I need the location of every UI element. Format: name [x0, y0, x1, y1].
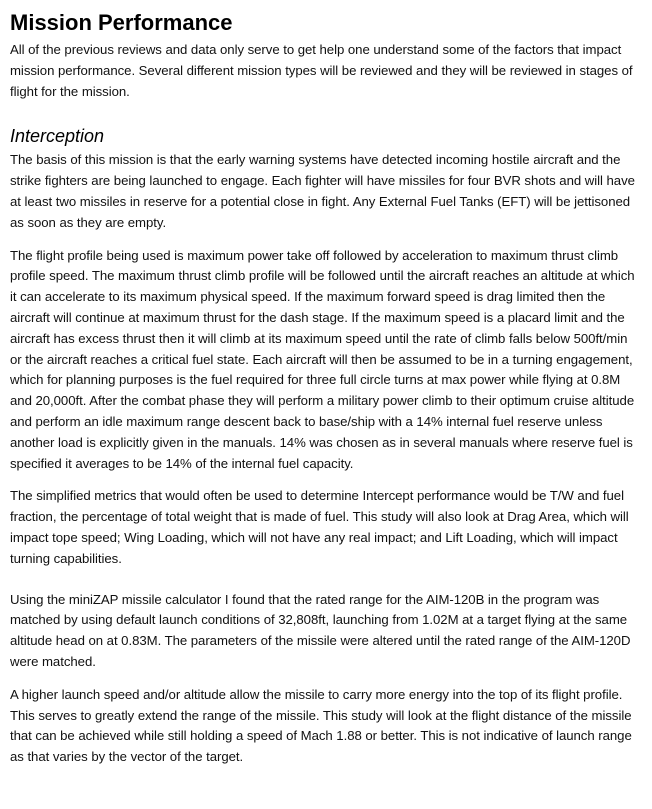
body-paragraph: Using the miniZAP missile calculator I found that the rated range for the AIM-120B in the program was matched by using default launch conditions of 32,808ft, launching from 1.02M at a target flying at the same altitude head on at 0.83M. The parameters of the missile were altered until the rated range of the AIM-120D were matched. — [10, 591, 631, 669]
intro-paragraph: All of the previous reviews and data only serve to get help one understand some of the factors that impact mission performance. Several different mission types will be reviewed and they will be reviewed in stages of flight for the mission. — [10, 42, 633, 99]
body-paragraph: A higher launch speed and/or altitude allow the missile to carry more energy into the top of its flight profile. This serves to greatly extend the range of the missile. This study will look at the flight distance of the missile that can be achieved while still holding a speed of Mach 1.88 or better. This is not indicative of launch range as that varies by the vector of the target. — [10, 686, 632, 765]
body-paragraph: The flight profile being used is maximum power take off followed by acceleration to maximum thrust climb profile speed. The maximum thrust climb profile will be followed until the aircraft reaches an altitude at which it can accelerate to its maximum physical speed. If the maximum forward speed is drag limited then the aircraft will continue at maximum thrust for the dash stage. If the maximum speed is a placard limit and the aircraft has excess thrust then it will climb at its maximum speed until the rate of climb falls below 500ft/min or the aircraft reaches a critical fuel state. Each aircraft will then be assumed to be in a turning engagement, which for planning purposes is the fuel required for three full circle turns at max power while flying at 0.8M and 20,000ft. After the combat phase they will perform a military power climb to their optimum cruise altitude and perform an idle maximum range descent back to base/ship with a 14% internal fuel reserve unless another load is explicitly given in the manuals. 14% was chosen as in several manuals where reserve fuel is specified it averages to be 14% of the internal fuel capacity. — [10, 247, 635, 471]
body-paragraph: The simplified metrics that would often be used to determine Intercept performance would be T/W and fuel fraction, the percentage of total weight that is made of fuel. This study will also look at Drag Area, which will impact tope speed; Wing Loading, which will not have any real impact; and Lift Loading, which will impact turning capabilities. — [10, 488, 629, 566]
section-heading: Mission Performance — [10, 10, 233, 35]
body-paragraph: The basis of this mission is that the early warning systems have detected incoming hostile aircraft and the strike fighters are being launched to engage. Each fighter will have missiles for four BVR shots and will have at least two missiles in reserve for a potential close in fight. Any External Fuel Tanks (EFT) will be jettisoned as soon as they are empty. — [10, 152, 635, 230]
subsection-heading: Interception — [10, 126, 105, 147]
